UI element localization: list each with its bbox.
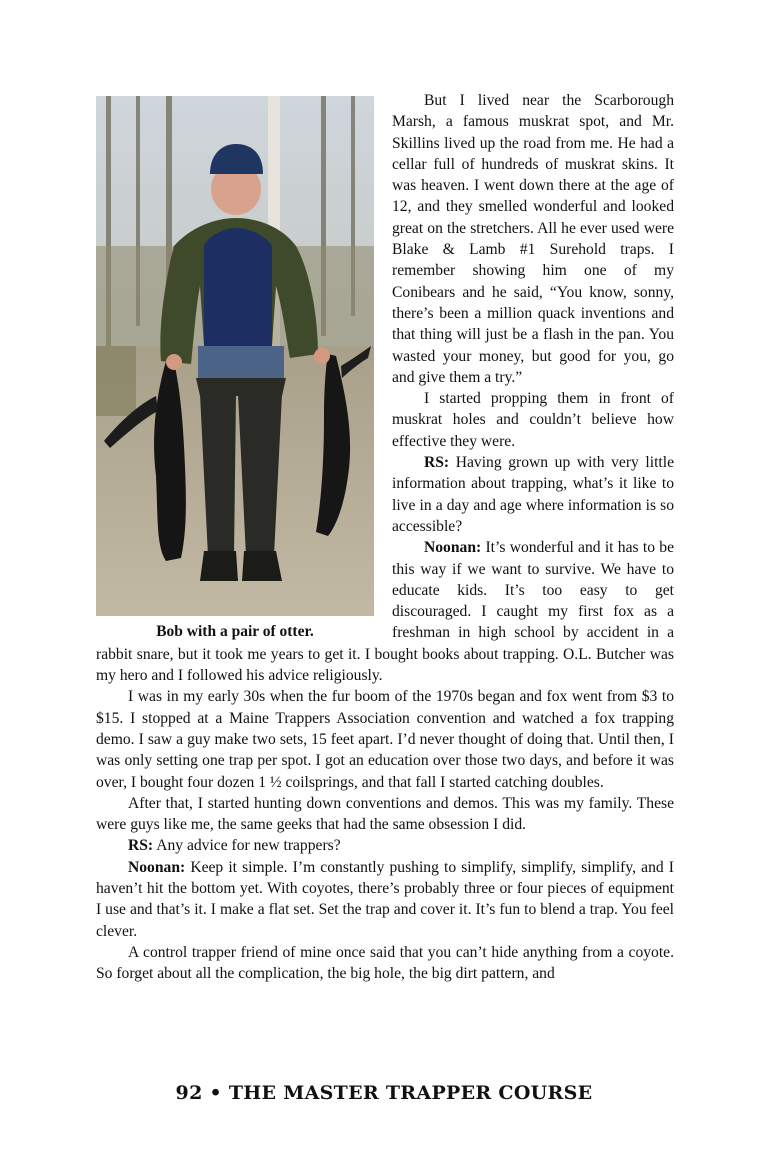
page-body xyxy=(96,90,674,984)
photo-caption: Bob with a pair of otter. xyxy=(156,623,314,640)
page-footer: 92 • THE MASTER TRAPPER COURSE xyxy=(175,1082,593,1104)
paragraph xyxy=(96,857,674,942)
paragraph-text: I started propping them in front of muskrat holes and couldn’t believe how effective they were. xyxy=(392,390,674,450)
paragraph xyxy=(96,942,674,985)
speaker-label: Noonan: xyxy=(128,858,186,876)
paragraph-text: A control trapper friend of mine once said that you can’t hide anything from a coyote. So forget about all the complication, the big hole, the big dirt pattern, and xyxy=(96,943,674,983)
paragraph-text: Having grown up with very little information about trapping, what’s it like to live in a day and age where information is so accessible? xyxy=(392,454,674,535)
paragraph-text: Keep it simple. I’m constantly pushing to simplify, simplify, simplify, and I haven’t hit the bottom yet. With coyotes, there’s probably three or four pieces of equipment I use and that’s it. I make a flat set. Set the trap and cover it. It’s fun to blend a trap. You feel clever. xyxy=(96,858,674,940)
paragraph xyxy=(96,835,674,856)
paragraph xyxy=(96,793,674,836)
speaker-label: RS: xyxy=(424,454,450,472)
paragraph-text: After that, I started hunting down conventions and demos. This was my family. These were guys like me, the same geeks that had the same obsession I did. xyxy=(96,794,674,834)
speaker-label: RS: xyxy=(128,837,154,855)
paragraph-text: I was in my early 30s when the fur boom of the 1970s began and fox went from $3 to $15. I stopped at a Maine Trappers Association convention and watched a fox trapping demo. I saw a guy make two sets, 15 feet apart. I’d never thought of doing that. Until then, I was only setting one trap per spot. I got an education over those two days, and before it was over, I bought four dozen 1 ½ coilsprings, and that fall I started catching doubles. xyxy=(96,688,674,791)
photo-man-holding-otters xyxy=(96,96,374,616)
paragraph xyxy=(96,686,674,792)
paragraph-text: It’s wonderful and it has to be this way if we want to survive. We have to educate kids. It’s too easy to get discouraged. I caught my first fox as a freshman in high school by accident in a rabbit snare, but it took me years to get it. I bought books about trapping. O.L. Butcher was my hero and I followed his advice religiously. xyxy=(96,539,674,685)
paragraph-text: Any advice for new trappers? xyxy=(156,837,341,855)
paragraph-text: But I lived near the Scarborough Marsh, a famous muskrat spot, and Mr. Skillins lived up the road from me. He had a cellar full of hundreds of muskrat skins. It was heaven. I went down there at the age of 12, and they smelled wonderful and looked great on the stretchers. All he ever used were Blake & Lamb #1 Surehold traps. I remember showing him one of my Conibears and he said, “You know, sonny, there’s been a million quack inventions and that thing will just be a flash in the pan. You wasted your money, but good for you, go and give them a try.” xyxy=(392,92,674,386)
speaker-label: Noonan: xyxy=(424,539,482,557)
photo-figure xyxy=(96,96,374,642)
